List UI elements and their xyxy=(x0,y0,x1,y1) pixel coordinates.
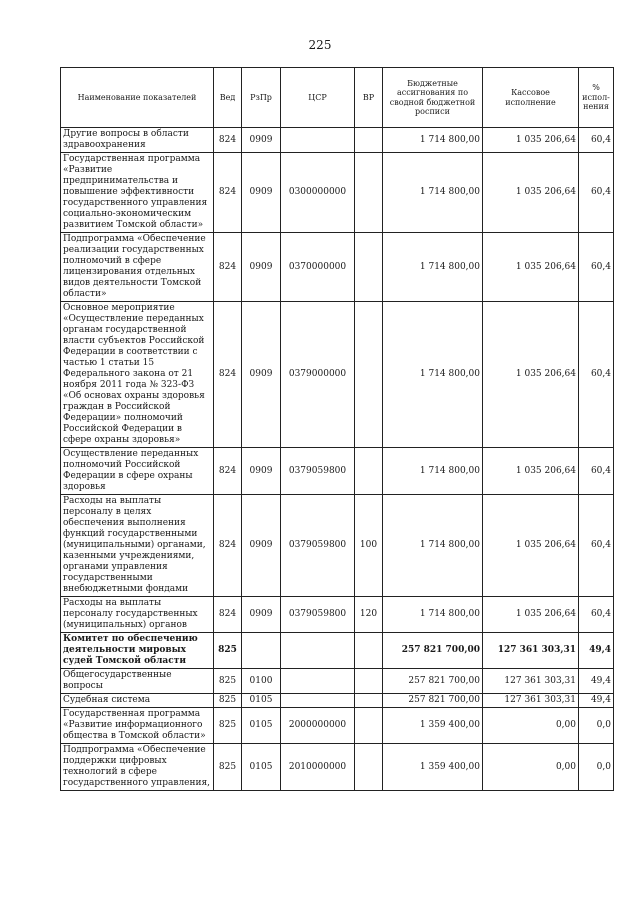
cell-cash: 1 035 206,64 xyxy=(483,153,579,233)
cell-ved: 824 xyxy=(214,495,242,597)
cell-budget: 1 714 800,00 xyxy=(383,233,483,302)
cell-budget: 1 714 800,00 xyxy=(383,495,483,597)
table-row xyxy=(61,153,614,233)
cell-csr xyxy=(281,633,355,669)
table-row xyxy=(61,448,614,495)
table-row xyxy=(61,633,614,669)
cell-pct: 60,4 xyxy=(579,495,614,597)
cell-rzpr: 0909 xyxy=(242,128,281,153)
cell-budget: 1 714 800,00 xyxy=(383,302,483,448)
cell-budget: 1 714 800,00 xyxy=(383,153,483,233)
cell-vr: 120 xyxy=(355,597,383,633)
cell-csr: 0379059800 xyxy=(281,597,355,633)
cell-budget: 257 821 700,00 xyxy=(383,633,483,669)
cell-csr: 0300000000 xyxy=(281,153,355,233)
cell-vr xyxy=(355,744,383,791)
header-vr: ВР xyxy=(355,68,383,128)
cell-rzpr xyxy=(242,633,281,669)
cell-csr: 2010000000 xyxy=(281,744,355,791)
table-row xyxy=(61,708,614,744)
header-cash: Кассовое исполнение xyxy=(483,68,579,128)
cell-cash: 127 361 303,31 xyxy=(483,633,579,669)
cell-rzpr: 0105 xyxy=(242,744,281,791)
header-pct: % испол-нения xyxy=(579,68,614,128)
cell-ved: 825 xyxy=(214,744,242,791)
cell-csr: 2000000000 xyxy=(281,708,355,744)
cell-vr xyxy=(355,233,383,302)
cell-csr: 0379059800 xyxy=(281,495,355,597)
cell-name: Государственная программа «Развитие предпринимательства и повышение эффективности государственного управления социально-экономическим развитием Томской области» xyxy=(61,153,214,233)
cell-name: Комитет по обеспечению деятельности мировых судей Томской области xyxy=(61,633,214,669)
cell-budget: 1 714 800,00 xyxy=(383,128,483,153)
cell-rzpr: 0105 xyxy=(242,694,281,708)
cell-cash: 0,00 xyxy=(483,744,579,791)
cell-vr xyxy=(355,302,383,448)
budget-execution-table xyxy=(60,67,614,791)
cell-ved: 824 xyxy=(214,233,242,302)
cell-cash: 0,00 xyxy=(483,708,579,744)
cell-cash: 127 361 303,31 xyxy=(483,669,579,694)
cell-vr: 100 xyxy=(355,495,383,597)
cell-ved: 824 xyxy=(214,128,242,153)
cell-vr xyxy=(355,694,383,708)
table-body xyxy=(61,128,614,791)
cell-name: Другие вопросы в области здравоохранения xyxy=(61,128,214,153)
header-ved: Вед xyxy=(214,68,242,128)
cell-csr: 0370000000 xyxy=(281,233,355,302)
cell-pct: 0,0 xyxy=(579,708,614,744)
cell-rzpr: 0909 xyxy=(242,302,281,448)
cell-cash: 1 035 206,64 xyxy=(483,302,579,448)
cell-vr xyxy=(355,669,383,694)
cell-name: Подпрограмма «Обеспечение поддержки цифровых технологий в сфере государственного управления, xyxy=(61,744,214,791)
table-row xyxy=(61,302,614,448)
cell-ved: 825 xyxy=(214,633,242,669)
cell-ved: 825 xyxy=(214,708,242,744)
cell-rzpr: 0100 xyxy=(242,669,281,694)
table-row xyxy=(61,744,614,791)
cell-pct: 60,4 xyxy=(579,128,614,153)
table-row xyxy=(61,597,614,633)
cell-vr xyxy=(355,633,383,669)
cell-rzpr: 0909 xyxy=(242,153,281,233)
cell-cash: 1 035 206,64 xyxy=(483,233,579,302)
header-csr: ЦСР xyxy=(281,68,355,128)
cell-vr xyxy=(355,128,383,153)
cell-pct: 49,4 xyxy=(579,633,614,669)
cell-ved: 825 xyxy=(214,669,242,694)
header-rzpr: РзПр xyxy=(242,68,281,128)
cell-name: Подпрограмма «Обеспечение реализации государственных полномочий в сфере лицензирования отдельных видов деятельности Томской области» xyxy=(61,233,214,302)
cell-cash: 1 035 206,64 xyxy=(483,128,579,153)
cell-pct: 60,4 xyxy=(579,597,614,633)
cell-name: Государственная программа «Развитие информационного общества в Томской области» xyxy=(61,708,214,744)
cell-ved: 824 xyxy=(214,153,242,233)
cell-pct: 60,4 xyxy=(579,448,614,495)
cell-vr xyxy=(355,448,383,495)
cell-name: Общегосударственные вопросы xyxy=(61,669,214,694)
cell-budget: 1 714 800,00 xyxy=(383,597,483,633)
cell-budget: 257 821 700,00 xyxy=(383,669,483,694)
cell-rzpr: 0105 xyxy=(242,708,281,744)
header-budget: Бюджетные ассигнования по сводной бюджетной росписи xyxy=(383,68,483,128)
cell-rzpr: 0909 xyxy=(242,597,281,633)
cell-rzpr: 0909 xyxy=(242,448,281,495)
cell-budget: 1 359 400,00 xyxy=(383,744,483,791)
cell-ved: 824 xyxy=(214,597,242,633)
cell-vr xyxy=(355,153,383,233)
cell-csr xyxy=(281,669,355,694)
table-row xyxy=(61,128,614,153)
table-row xyxy=(61,669,614,694)
cell-rzpr: 0909 xyxy=(242,495,281,597)
cell-pct: 0,0 xyxy=(579,744,614,791)
cell-pct: 60,4 xyxy=(579,153,614,233)
cell-ved: 825 xyxy=(214,694,242,708)
cell-vr xyxy=(355,708,383,744)
cell-pct: 49,4 xyxy=(579,669,614,694)
cell-pct: 60,4 xyxy=(579,233,614,302)
cell-name: Основное мероприятие «Осуществление переданных органам государственной власти субъектов Российской Федерации в соответствии с частью 1 статьи 15 Федерального закона от 21 ноября 2011 года № 323-ФЗ «Об основах охраны здоровья граждан в Российской Федерации» полномочий Российской Федерации в сфере охраны здоровья» xyxy=(61,302,214,448)
cell-cash: 1 035 206,64 xyxy=(483,448,579,495)
cell-budget: 1 359 400,00 xyxy=(383,708,483,744)
table-row xyxy=(61,233,614,302)
header-name: Наименование показателей xyxy=(61,68,214,128)
cell-name: Расходы на выплаты персоналу в целях обеспечения выполнения функций государственными (муниципальными) органами, казенными учреждениями, органами управления государственными внебюджетными фондами xyxy=(61,495,214,597)
table-row xyxy=(61,694,614,708)
cell-rzpr: 0909 xyxy=(242,233,281,302)
cell-name: Расходы на выплаты персоналу государственных (муниципальных) органов xyxy=(61,597,214,633)
cell-csr xyxy=(281,128,355,153)
table-row xyxy=(61,495,614,597)
cell-csr: 0379000000 xyxy=(281,302,355,448)
cell-name: Судебная система xyxy=(61,694,214,708)
page-number: 225 xyxy=(308,38,332,52)
cell-ved: 824 xyxy=(214,448,242,495)
cell-pct: 49,4 xyxy=(579,694,614,708)
cell-cash: 1 035 206,64 xyxy=(483,495,579,597)
cell-budget: 1 714 800,00 xyxy=(383,448,483,495)
cell-csr xyxy=(281,694,355,708)
cell-ved: 824 xyxy=(214,302,242,448)
cell-pct: 60,4 xyxy=(579,302,614,448)
cell-csr: 0379059800 xyxy=(281,448,355,495)
cell-cash: 1 035 206,64 xyxy=(483,597,579,633)
table-header-row xyxy=(61,68,614,128)
cell-budget: 257 821 700,00 xyxy=(383,694,483,708)
cell-name: Осуществление переданных полномочий Российской Федерации в сфере охраны здоровья xyxy=(61,448,214,495)
cell-cash: 127 361 303,31 xyxy=(483,694,579,708)
